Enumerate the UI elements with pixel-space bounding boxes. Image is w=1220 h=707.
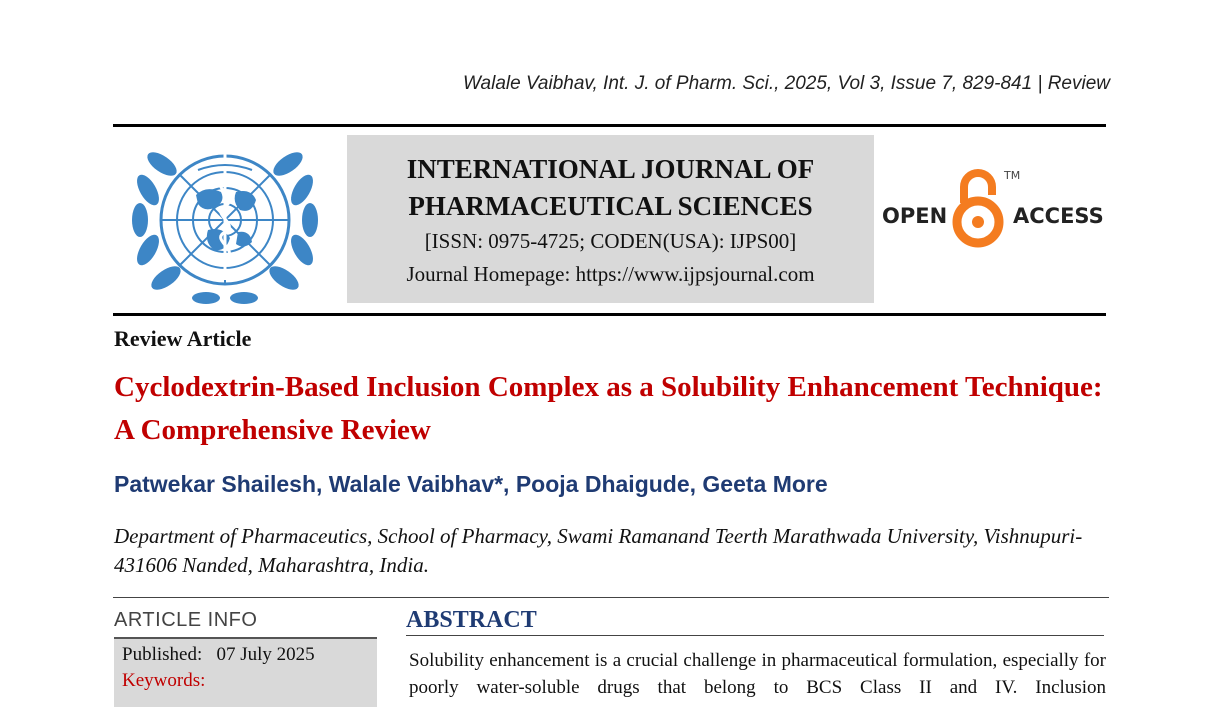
article-authors: Patwekar Shailesh, Walale Vaibhav*, Pooja Dhaigude, Geeta More (114, 471, 828, 497)
open-access-word-access: ACCESS (1013, 204, 1104, 228)
open-access-logo (880, 165, 1110, 251)
keywords-label: Keywords: (122, 670, 206, 691)
journal-title-line1: INTERNATIONAL JOURNAL OF (406, 154, 815, 184)
lock-keyhole-icon (972, 216, 984, 228)
article-affiliation: Department of Pharmaceutics, School of Pharmacy, Swami Ramanand Teerth Marathwada University, Vishnupuri-431606 Nanded, Maharashtra, India. (114, 524, 1083, 577)
journal-logo (126, 140, 324, 306)
trademark-mark: TM (1004, 169, 1021, 182)
article-info-box (114, 637, 377, 707)
article-title: Cyclodextrin-Based Inclusion Complex as a Solubility Enhancement Technique: A Comprehensive Review (114, 371, 1103, 446)
article-info-heading: ARTICLE INFO (114, 609, 258, 631)
section-divider (113, 597, 1109, 598)
published-label: Published: (122, 644, 203, 665)
abstract-heading: ABSTRACT (406, 607, 537, 633)
bottom-rule (113, 313, 1106, 316)
journal-title-line2: PHARMACEUTICAL SCIENCES (408, 191, 813, 221)
open-access-word-open: OPEN (882, 204, 948, 228)
journal-issn: [ISSN: 0975-4725; CODEN(USA): IJPS00] (424, 229, 797, 253)
top-rule (113, 124, 1106, 127)
abstract-underline (406, 635, 1104, 636)
running-header: Walale Vaibhav, Int. J. of Pharm. Sci., 2025, Vol 3, Issue 7, 829-841 | Review (462, 73, 1110, 94)
published-date: 07 July 2025 (216, 644, 315, 665)
abstract-text: Solubility enhancement is a crucial challenge in pharmaceutical formulation, especially for poorly water-soluble drugs that belong to BCS Class II and IV. Inclusion (409, 650, 1106, 698)
article-type: Review Article (114, 326, 252, 351)
journal-masthead (347, 135, 874, 303)
journal-homepage: Journal Homepage: https://www.ijpsjournal.com (406, 262, 815, 286)
